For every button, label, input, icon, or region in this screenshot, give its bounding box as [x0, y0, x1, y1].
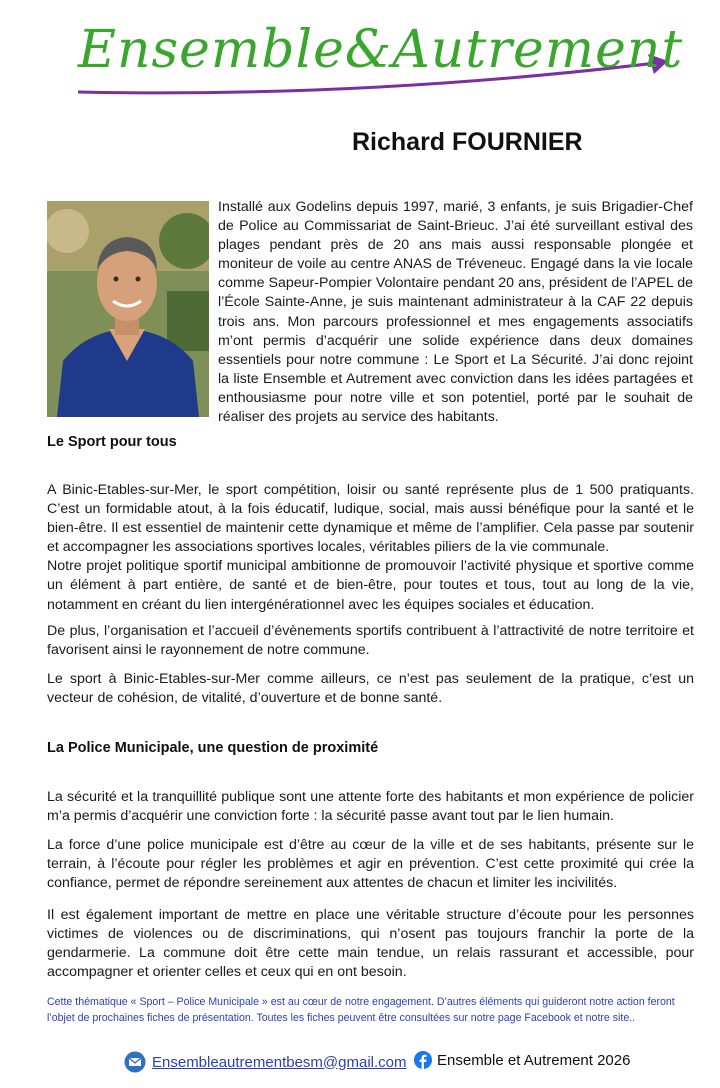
sport-heading: Le Sport pour tous	[47, 434, 177, 450]
sport-paragraph-3: Le sport à Binic-Etables-sur-Mer comme ailleurs, ce n’est pas seulement de la pratique, c’est un vecteur de cohésion, de vitalité, d’ouverture et de bonne santé.	[47, 671, 694, 707]
police-heading: La Police Municipale, une question de proximité	[47, 740, 379, 756]
facebook-label[interactable]: Ensemble et Autrement 2026	[437, 1051, 631, 1069]
footer-email[interactable]	[124, 1051, 407, 1073]
sport-paragraph-1	[47, 481, 694, 615]
person-name: Richard FOURNIER	[352, 128, 583, 156]
sport-paragraph-1a: A Binic-Etables-sur-Mer, le sport compétition, loisir ou santé représente plus de 1 500 pratiquants. C’est un formidable atout, à la fois éducatif, ludique, social, mais aussi bénéfique pour la santé et le bien-être. Il est essentiel de maintenir cette dynamique et même de l’amplifier. Cela passe par soutenir et accompagner les associations sportives locales, véritables piliers de la vie communale.	[47, 482, 694, 556]
police-paragraph-3: Il est également important de mettre en place une véritable structure d’écoute pour les personnes victimes de violences ou de discriminations, qui n’osent pas toujours franchir la porte de la gendarmerie. La commune doit être cette main tendue, un relais rassurant et accessible, pour accompagner et orienter celles et ceux qui en ont besoin.	[47, 907, 694, 981]
facebook-icon	[414, 1051, 432, 1069]
footer-note: Cette thématique « Sport – Police Municipale » est au cœur de notre engagement. D’autres éléments qui guideront notre action feront l’objet de prochaines fiches de présentation. Toutes les fiches peuvent être consultées sur notre page Facebook et notre site..	[47, 996, 675, 1024]
email-link[interactable]: Ensembleautrementbesm@gmail.com	[152, 1053, 407, 1071]
sport-paragraph-2: De plus, l’organisation et l’accueil d’évènements sportifs contribuent à l’attractivité de notre territoire et favorisent ainsi le rayonnement de notre commune.	[47, 623, 694, 659]
police-paragraph-1: La sécurité et la tranquillité publique sont une attente forte des habitants et mon expérience de policier m’a permis d’acquérir une conviction forte : la sécurité passe avant tout par le lien humain.	[47, 789, 694, 825]
portrait-photo	[47, 201, 209, 417]
logo-text: Ensemble&Autrement	[78, 20, 684, 80]
footer-facebook[interactable]	[414, 1051, 630, 1069]
police-paragraph-2: La force d’une police municipale est d’être au cœur de la ville et de ses habitants, présente sur le terrain, à l’écoute pour régler les problèmes et agir en prévention. C’est cette proximité qui crée la confiance, permet de répondre sereinement aux attentes de chacun et limiter les incivilités.	[47, 837, 694, 892]
biography-text: Installé aux Godelins depuis 1997, marié, 3 enfants, je suis Brigadier-Chef de Police au Commissariat de Saint-Brieuc. J’ai été surveillant estival des plages pendant près de 20 ans mais aussi responsable plongée et moniteur de voile au centre ANAS de Tréveneuc. Engagé dans la vie locale comme Sapeur-Pompier Volontaire pendant 20 ans, président de l’APEL de l’École Sainte-Anne, je suis maintenant administrateur à la CAF 22 depuis trois ans. Mon parcours professionnel et mes engagements associatifs m’ont permis d’acquérir une solide expérience dans deux domaines essentiels pour notre commune : Le Sport et La Sécurité. J’ai donc rejoint la liste Ensemble et Autrement avec conviction dans les idées partagées et enthousiasme pour notre ville et son potentiel, porté par le souhait de réaliser des projets au service des habitants.	[218, 199, 693, 426]
mail-icon	[124, 1051, 146, 1073]
sport-paragraph-1b: Notre projet politique sportif municipal ambitionne de promouvoir l’activité physique et sportive comme un élément à part entière, de santé et de bien-être, pour toutes et tous, tout au long de la vie, notamment en créant du lien intergénérationnel avec les équipes sociales et éducation.	[47, 558, 694, 613]
logo	[68, 14, 684, 100]
